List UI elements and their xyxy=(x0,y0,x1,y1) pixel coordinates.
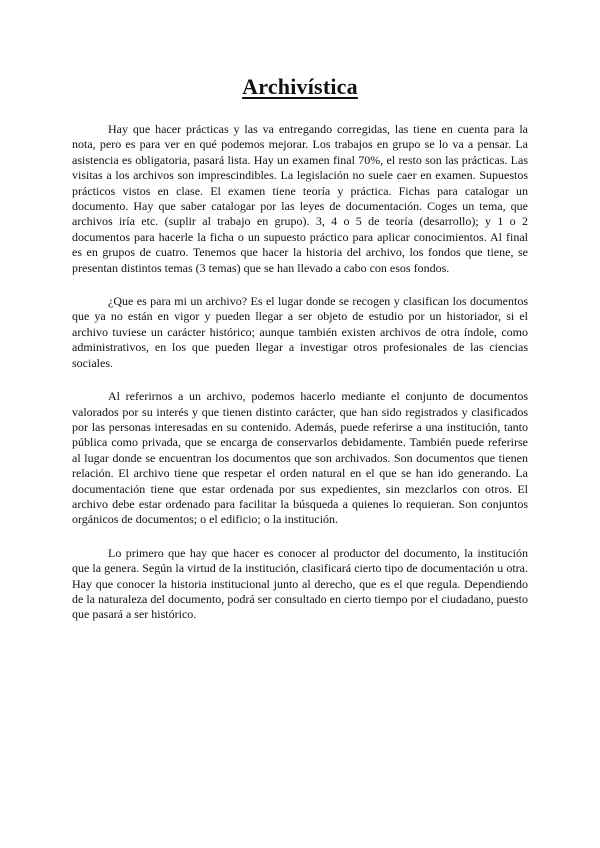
paragraph-2: ¿Que es para mi un archivo? Es el lugar donde se recogen y clasifican los documentos que ya no están en vigor y pueden llegar a ser objeto de estudio por un historiador, si el archivo tuviese un carácter histórico; aunque también existen archivos de otra índole, como administrativos, en los que pueden llegar a investigar otros profesionales de las ciencias sociales. xyxy=(72,294,528,370)
document-title: Archivística xyxy=(242,74,358,99)
paragraph-4: Lo primero que hay que hacer es conocer al productor del documento, la institución que la genera. Según la virtud de la institución, clasificará cierto tipo de documentación u otra. Hay que conocer la historia institucional junto al derecho, que es el que regula. Dependiendo de la naturaleza del documento, podrá ser consultado en cierto tiempo por el ciudadano, puesto que pasará a ser histórico. xyxy=(72,545,528,622)
document-body xyxy=(72,122,528,641)
paragraph-1: Hay que hacer prácticas y las va entregando corregidas, las tiene en cuenta para la nota, pero es para ver en qué podemos mejorar. Los trabajos en grupo se lo va a pensar. La asistencia es obligatoria, pasará lista. Hay un examen final 70%, el resto son las prácticas. Las visitas a los archivos son imprescindibles. La legislación no suele caer en examen. Supuestos prácticos vistos en clase. El examen tiene teoría y práctica. Fichas para catalogar un documento. Hay que saber catalogar por las leyes de documentación. Coges un tema, que archivos iría etc. (suplir al trabajo en grupo). 3, 4 o 5 de teoría (desarrollo); y 1 o 2 documentos para hacerle la ficha o un supuesto práctico para aplicar conocimientos. Al final es en grupos de cuatro. Tenemos que hacer la historia del archivo, los fondos que tiene, se presentan distintos temas (3 temas) que se han llevado a cabo con esos fondos. xyxy=(72,122,528,275)
paragraph-3: Al referirnos a un archivo, podemos hacerlo mediante el conjunto de documentos valorados por su interés y que tienen distinto carácter, que han sido registrados y clasificados por las personas interesadas en su contenido. Además, puede referirse a una institución, tanto pública como privada, que se encarga de conservarlos debidamente. También puede referirse al lugar donde se encuentran los documentos que son archivados. Son documentos que tienen relación. El archivo tiene que respetar el orden natural en el que se han ido generando. La documentación tiene que estar ordenada por sus expedientes, sin mezclarlos con otros. El archivo debe estar ordenado para facilitar la búsqueda a quienes lo requieran. Son conjuntos orgánicos de documentos; o el edificio; o la institución. xyxy=(72,389,528,527)
